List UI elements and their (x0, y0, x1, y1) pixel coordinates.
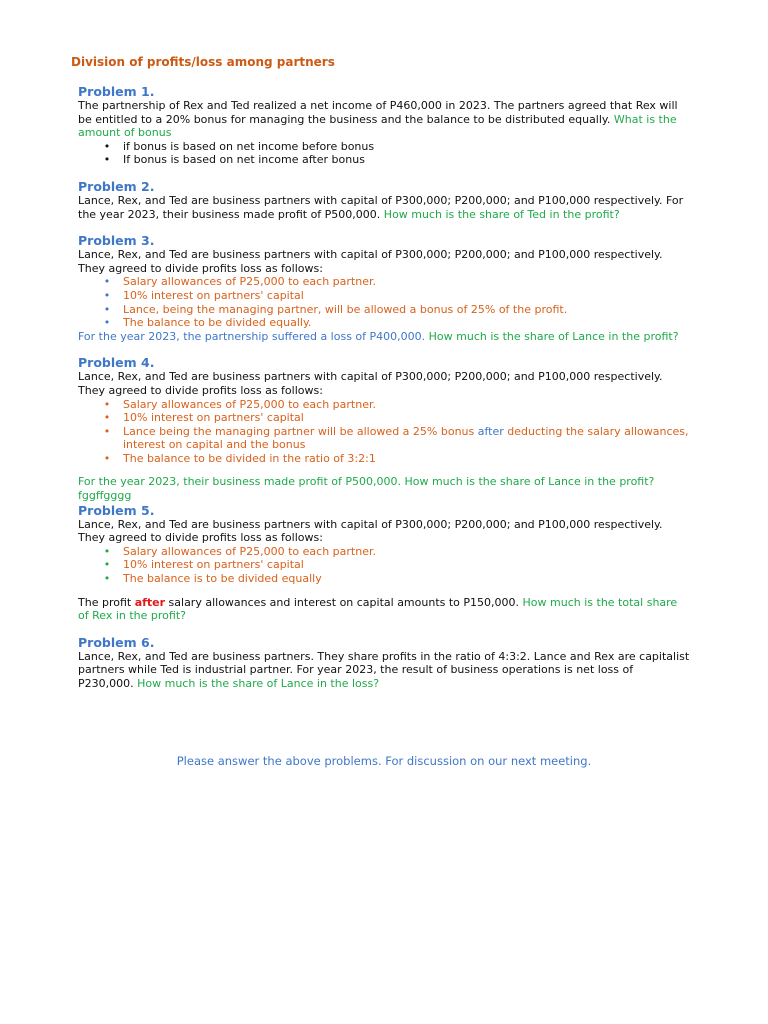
list-item (78, 303, 690, 317)
problem-1-question: What is the amount of bonus (78, 112, 677, 140)
bullet-icon: • (103, 316, 111, 330)
problem-2-statement: Lance, Rex, and Ted are business partners with capital of P300,000; P200,000; and P100,000 respectively. For the year 2023, their business made profit of P500,000. (78, 193, 684, 221)
bullet-icon: • (103, 572, 111, 586)
bullet-icon: • (103, 544, 111, 558)
problem-6-text (78, 650, 690, 691)
document-title: Division of profits/loss among partners (71, 55, 335, 69)
problem-2 (78, 179, 690, 221)
list-item-text: The balance is to be divided equally (123, 572, 322, 586)
problem-1-statement: The partnership of Rex and Ted realized a net income of P460,000 in 2023. The partners agreed that Rex will be entitled to a 20% bonus for managing the business and the balance to be distributed equally. (78, 99, 678, 126)
problem-5-statement-rest: salary allowances and interest on capital amounts to P150,000. (165, 595, 523, 609)
problem-2-heading: Problem 2. (78, 178, 155, 194)
list-item-text: if bonus is based on net income before bonus (123, 139, 375, 153)
list-item (78, 153, 690, 167)
problem-4 (78, 355, 690, 502)
bullet-icon: • (103, 411, 111, 425)
bullet-icon: • (103, 558, 111, 572)
bullet-icon: • (103, 275, 111, 289)
list-item (78, 289, 690, 303)
problem-5 (78, 503, 690, 623)
problem-4-extra-text: fggffgggg (78, 489, 132, 503)
problem-4-text: Lance, Rex, and Ted are business partners with capital of P300,000; P200,000; and P100,000 respectively. They agreed to divide profits loss as follows: (78, 370, 663, 397)
list-item-text: 10% interest on partners' capital (123, 411, 304, 425)
list-item-text: 10% interest on partners' capital (123, 558, 304, 572)
list-item-text: Lance, being the managing partner, will be allowed a bonus of 25% of the profit. (123, 302, 568, 316)
problem-3-heading: Problem 3. (78, 233, 155, 249)
list-item-text: Salary allowances of P25,000 to each partner. (123, 544, 376, 558)
problem-1 (78, 84, 690, 167)
list-item (78, 425, 690, 452)
problem-3-closing (78, 330, 690, 344)
problem-5-emphasis: after (134, 595, 166, 609)
list-item (78, 572, 690, 586)
list-item (78, 398, 690, 412)
list-item-text: Salary allowances of P25,000 to each partner. (123, 397, 376, 411)
bullet-icon: • (103, 451, 111, 465)
problem-3-question: How much is the share of Lance in the profit? (428, 329, 679, 343)
problem-5-closing (78, 596, 690, 623)
problem-1-list (78, 140, 690, 167)
problem-3-statement: For the year 2023, the partnership suffered a loss of P400,000. (78, 329, 429, 343)
problem-6-heading: Problem 6. (78, 634, 155, 650)
list-item (78, 452, 690, 466)
problem-4-heading: Problem 4. (78, 355, 155, 371)
list-item-emphasis: after (477, 424, 504, 438)
list-item (78, 275, 690, 289)
list-item (78, 545, 690, 559)
list-item-text: If bonus is based on net income after bonus (123, 153, 365, 167)
list-item-text: deducting the salary allowances, interest on capital and the bonus (123, 424, 689, 452)
problem-6-question: How much is the share of Lance in the loss? (137, 677, 380, 690)
problem-2-question: How much is the share of Ted in the profit? (383, 207, 620, 221)
bullet-icon: • (103, 424, 111, 438)
bullet-icon: • (103, 397, 111, 411)
problem-1-heading: Problem 1. (78, 84, 155, 99)
document-body (78, 84, 690, 691)
list-item-text: The balance to be divided in the ratio of 3:2:1 (123, 451, 376, 465)
problem-5-statement: The profit (78, 595, 135, 609)
bullet-icon: • (103, 139, 111, 153)
bullet-icon: • (103, 288, 111, 302)
list-item (78, 316, 690, 330)
problem-4-list (78, 398, 690, 466)
problem-6 (78, 635, 690, 691)
list-item-text: Lance being the managing partner will be allowed a 25% bonus (123, 424, 478, 438)
problem-1-text (78, 99, 690, 140)
bullet-icon: • (103, 302, 111, 316)
problem-5-question: How much is the total share of Rex in the profit? (78, 595, 678, 623)
problem-3 (78, 233, 690, 343)
problem-6-statement: Lance, Rex, and Ted are business partners. They share profits in the ratio of 4:3:2. Lance and Rex are capitalist partners while Ted is industrial partner. For year 2023, the result of business operations is net loss of P230,000. (78, 649, 690, 690)
bullet-icon: • (103, 153, 111, 167)
problem-3-list (78, 275, 690, 329)
list-item (78, 558, 690, 572)
problem-2-text (78, 194, 690, 221)
list-item (78, 140, 690, 154)
closing-note: Please answer the above problems. For discussion on our next meeting. (176, 754, 592, 768)
problem-3-text: Lance, Rex, and Ted are business partners with capital of P300,000; P200,000; and P100,000 respectively. They agreed to divide profits loss as follows: (78, 248, 663, 275)
list-item-text: Salary allowances of P25,000 to each partner. (123, 275, 376, 289)
problem-5-heading: Problem 5. (78, 502, 155, 518)
list-item-text: 10% interest on partners' capital (123, 288, 304, 302)
problem-5-list (78, 545, 690, 586)
problem-4-question: For the year 2023, their business made profit of P500,000. How much is the share of Lance in the profit? (78, 475, 655, 489)
list-item (78, 411, 690, 425)
problem-5-text: Lance, Rex, and Ted are business partners with capital of P300,000; P200,000; and P100,000 respectively. They agreed to divide profits loss as follows: (78, 517, 663, 545)
list-item-text: The balance to be divided equally. (123, 316, 312, 330)
